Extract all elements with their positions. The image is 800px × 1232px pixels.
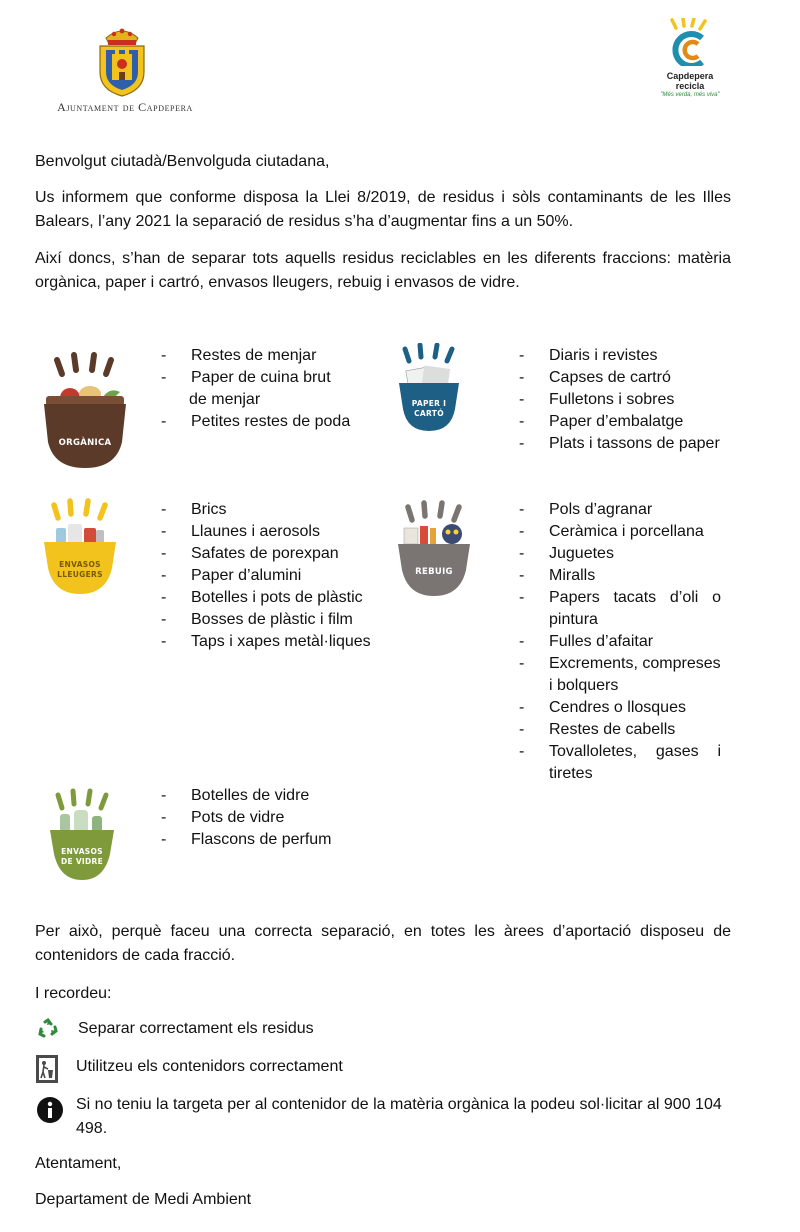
list-item: - Miralls xyxy=(519,565,721,587)
info-icon xyxy=(36,1096,64,1124)
list-item-continuation: pintura xyxy=(549,611,598,628)
list-item: - Paper de cuina brut xyxy=(161,367,381,389)
list-item: - Petites restes de poda xyxy=(161,411,381,433)
glass-bin-label-2: DE VIDRE xyxy=(60,857,104,866)
glass-bin-label-1: ENVASOS xyxy=(61,847,103,856)
list-item: - Juguetes xyxy=(519,543,721,565)
list-item: - Tovalloletes, gases i xyxy=(519,741,721,763)
closing: Atentament, xyxy=(35,1155,122,1172)
paper-bin-label-2: CARTÓ xyxy=(414,409,444,418)
list-item: - Taps i xapes metàl·liques xyxy=(161,631,391,653)
reminder-row-info xyxy=(36,1093,736,1143)
list-item: - Botelles de vidre xyxy=(161,785,381,807)
list-item-continuation: tiretes xyxy=(549,765,593,782)
capdepera-recicla-logo xyxy=(654,18,726,104)
town-crest-logo xyxy=(92,22,152,98)
list-item: - Capses de cartró xyxy=(519,367,729,389)
recicla-c-icon xyxy=(654,18,726,66)
list-item: - Papers tacats d’oli o xyxy=(519,587,721,609)
list-item: - Botelles i pots de plàstic xyxy=(161,587,391,609)
list-item-continuation: i bolquers xyxy=(549,677,619,694)
glass-items-list xyxy=(161,785,381,851)
list-item: - Cendres o llosques xyxy=(519,697,721,719)
list-item: - Excrements, compreses xyxy=(519,653,721,675)
crest-icon xyxy=(92,22,152,98)
intro-paragraph-1: Us informem que conforme disposa la Llei 8/2019, de residus i sòls contaminants de les Illes Balears, l’any 2021 la separació de residus s’ha d’augmentar fins a un 50%. xyxy=(35,189,731,230)
list-item: - Plats i tassons de paper xyxy=(519,433,729,455)
general-waste-items-list xyxy=(519,499,721,785)
recycle-icon xyxy=(36,1017,60,1041)
reminder-text: Utilitzeu els contenidors correctament xyxy=(76,1058,343,1075)
intro-paragraph-2: Així doncs, s’han de separar tots aquells residus reciclables en les diferents fraccions: matèria orgànica, paper i cartró, envasos lleugers, rebuig i envasos de vidre. xyxy=(35,250,731,291)
packaging-bin-icon xyxy=(40,498,120,598)
general-waste-bin-icon xyxy=(394,500,474,600)
list-item: - Restes de cabells xyxy=(519,719,721,741)
brand-name: Capdepera xyxy=(666,71,714,81)
reminder-text: Si no teniu la targeta per al contenidor de la matèria orgànica la podeu sol·licitar al 900 104 498. xyxy=(76,1096,722,1137)
list-item: - Restes de menjar xyxy=(161,345,381,367)
list-item: - Fulletons i sobres xyxy=(519,389,729,411)
brand-recicla: recicla xyxy=(675,81,705,91)
list-item: - Paper d’embalatge xyxy=(519,411,729,433)
list-item: - Safates de porexpan xyxy=(161,543,391,565)
list-item: - Paper d’alumini xyxy=(161,565,391,587)
list-item: - Ceràmica i porcellana xyxy=(519,521,721,543)
list-item: - Llaunes i aerosols xyxy=(161,521,391,543)
organic-bin-label: ORGÀNICA xyxy=(58,438,112,448)
brand-tagline: "Més verda, més viva" xyxy=(660,92,720,98)
list-item: - Pots de vidre xyxy=(161,807,381,829)
list-item: - Pols d’agranar xyxy=(519,499,721,521)
paper-bin-icon xyxy=(395,343,463,435)
paper-bin-label-1: PAPER I xyxy=(411,399,447,408)
glass-bin-icon xyxy=(46,788,118,884)
reminder-row-recycle xyxy=(36,1017,736,1043)
list-item: - Brics xyxy=(161,499,391,521)
remember-title: I recordeu: xyxy=(35,985,112,1002)
list-item: - Diaris i revistes xyxy=(519,345,729,367)
greeting: Benvolgut ciutadà/Benvolguda ciutadana, xyxy=(35,153,330,170)
trash-bin-person-icon xyxy=(36,1055,58,1083)
town-hall-name: Ajuntament de Capdepera xyxy=(57,100,193,114)
signature: Departament de Medi Ambient xyxy=(35,1191,252,1208)
list-item-continuation: de menjar xyxy=(189,391,261,408)
organic-items-list xyxy=(161,345,381,433)
general-waste-bin-label: REBUIG xyxy=(415,567,453,577)
containers-paragraph: Per això, perquè faceu una correcta separació, en totes les àrees d’aportació disposeu de contenidors de cada fracció. xyxy=(35,923,731,964)
organic-bin-icon xyxy=(42,350,128,472)
packaging-bin-label-2: LLEUGERS xyxy=(57,570,103,579)
packaging-items-list xyxy=(161,499,391,653)
reminder-text: Separar correctament els residus xyxy=(78,1020,314,1037)
list-item: - Flascons de perfum xyxy=(161,829,381,851)
list-item: - Fulles d’afaitar xyxy=(519,631,721,653)
list-item: - Bosses de plàstic i film xyxy=(161,609,391,631)
packaging-bin-label-1: ENVASOS xyxy=(59,560,101,569)
reminder-row-bins xyxy=(36,1055,736,1085)
paper-items-list xyxy=(519,345,729,455)
